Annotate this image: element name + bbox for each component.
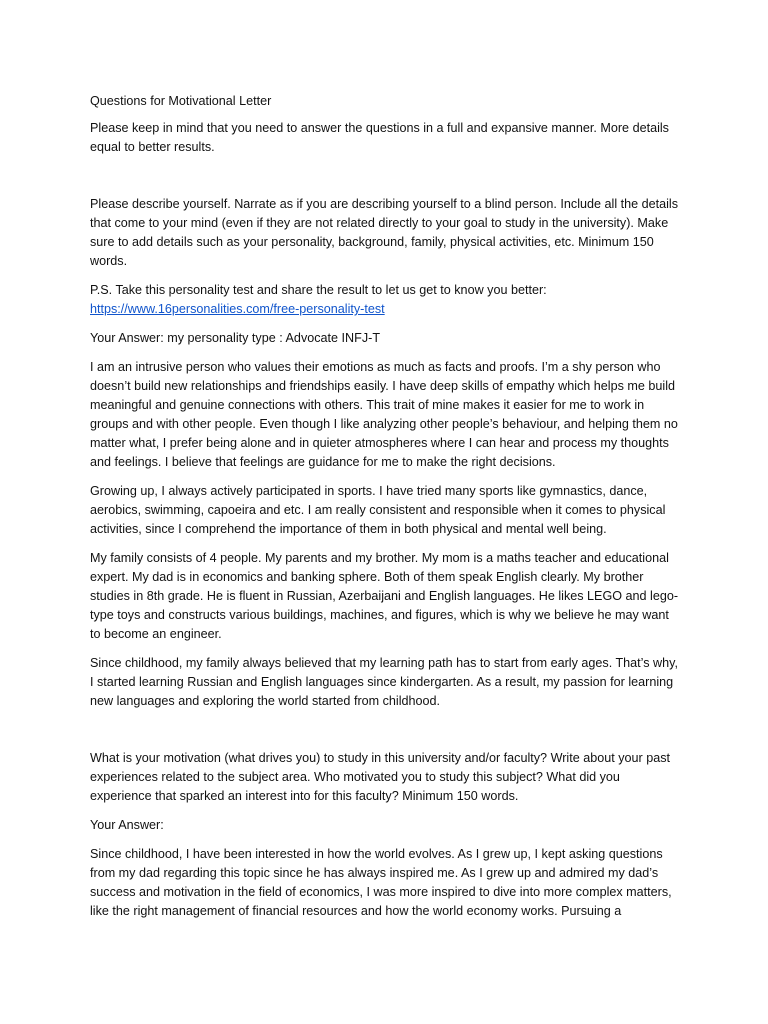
spacer [90, 721, 682, 749]
question-2-prompt: What is your motivation (what drives you) to study in this university and/or faculty? Write about your past experiences related to the subject area. Who motivated you to study this subject? What did you experience that sparked an interest into for this faculty? Minimum 150 words. [90, 751, 671, 803]
document-title: Questions for Motivational Letter [90, 94, 272, 108]
question-1-prompt: Please describe yourself. Narrate as if you are describing yourself to a blind person. Include all the details that come to your mind (even if they are not related directly to your goal to study in the university). Make sure to add details such as your personality, background, family, physical activities, etc. Minimum 150 words. [90, 197, 679, 268]
answer-paragraph: Growing up, I always actively participated in sports. I have tried many sports like gymnastics, dance, aerobics, swimming, capoeira and etc. I am really consistent and responsible when it comes to physical activities, since I comprehend the importance of them in both physical and mental well being. [90, 484, 666, 536]
spacer [90, 167, 682, 195]
question-2-answer-label: Your Answer: [90, 818, 164, 832]
personality-test-link[interactable]: https://www.16personalities.com/free-personality-test [90, 302, 385, 316]
ps-paragraph [90, 281, 682, 319]
answer-paragraph: I am an intrusive person who values their emotions as much as facts and proofs. I’m a shy person who doesn’t build new relationships and friendships easily. I have deep skills of empathy which helps me build meaningful and genuine connections with others. This trait of mine makes it easier for me to work in groups and with other people. Even though I like analyzing other people’s behaviour, and helping them no matter what, I prefer being alone and in quieter atmospheres where I can hear and process my thoughts and feelings. I believe that feelings are guidance for me to make the right decisions. [90, 360, 678, 469]
question-1-answer-label: Your Answer: my personality type : Advocate INFJ-T [90, 331, 381, 345]
document-page [90, 92, 682, 931]
answer-paragraph: Since childhood, my family always believed that my learning path has to start from early ages. That’s why, I started learning Russian and English languages since kindergarten. As a result, my passion for learning new languages and exploring the world started from childhood. [90, 656, 678, 708]
answer-paragraph: My family consists of 4 people. My parents and my brother. My mom is a maths teacher and educational expert. My dad is in economics and banking sphere. Both of them speak English clearly. My brother studies in 8th grade. He is fluent in Russian, Azerbaijani and English languages. He likes LEGO and lego-type toys and constructs various buildings, machines, and figures, which is why we believe he may want to become an engineer. [90, 551, 679, 641]
ps-text: P.S. Take this personality test and share the result to let us get to know you better: [90, 283, 547, 297]
intro-paragraph: Please keep in mind that you need to answer the questions in a full and expansive manner. More details equal to better results. [90, 121, 669, 154]
answer-paragraph: Since childhood, I have been interested in how the world evolves. As I grew up, I kept asking questions from my dad regarding this topic since he has always inspired me. As I grew up and admired my dad’s success and motivation in the field of economics, I was more inspired to dive into more complex matters, like the right management of financial resources and how the world economy works. Pursuing a [90, 847, 672, 918]
